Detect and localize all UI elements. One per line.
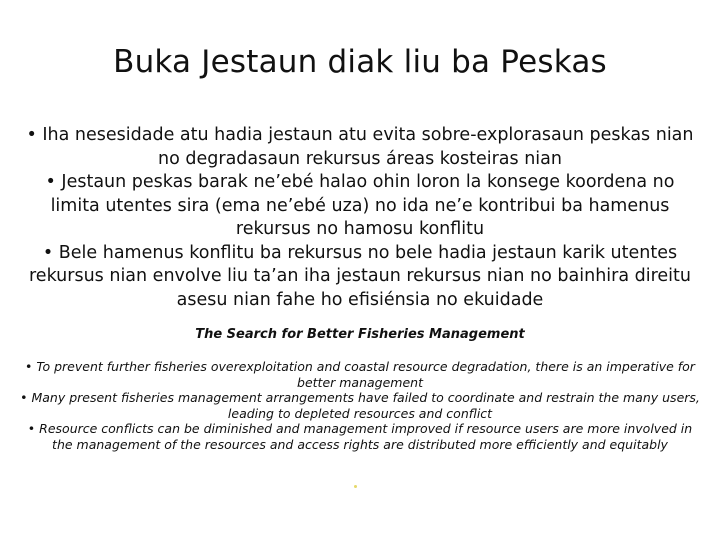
list-item-text: Bele hamenus konflitu ba rekursus no bele hadia jestaun karik utentes rekursus nian envolve liu ta’an iha jestaun rekursus nian no bainhira direitu asesu nian fahe ho efisiénsia no ekuidade xyxy=(29,242,691,310)
list-item-text: Many present fisheries management arrangements have failed to coordinate and restrain the many users, leading to depleted resources and conflict xyxy=(31,390,700,421)
list-item-text: Resource conflicts can be diminished and management improved if resource users are more involved in the management of the resources and access rights are distributed more efficiently and equitably xyxy=(39,421,693,452)
bullet-icon: • xyxy=(42,242,54,263)
english-title: The Search for Better Fisheries Management xyxy=(195,327,525,342)
list-item xyxy=(20,171,700,242)
slide-title: Buka Jestaun diak liu ba Peskas xyxy=(113,44,607,80)
decorative-dot xyxy=(354,485,357,488)
list-item xyxy=(18,390,702,421)
english-bullet-list xyxy=(18,359,702,452)
bullet-icon: • xyxy=(45,172,56,192)
list-item xyxy=(18,359,702,390)
list-item-text: Iha nesesidade atu hadia jestaun atu evita sobre-explorasaun peskas nian no degradasaun rekursus áreas kosteiras nian xyxy=(42,125,694,169)
bullet-icon: • xyxy=(20,390,28,405)
list-item xyxy=(18,421,702,452)
list-item-text: Jestaun peskas barak ne’ebé halao ohin loron la konsege koordena no limita utentes sira (ema ne’ebé uza) no ida ne’e kontribui ba hamenus rekursus no hamosu konflitu xyxy=(50,172,675,239)
list-item-text: To prevent further fisheries overexploitation and coastal resource degradation, there is an imperative for better management xyxy=(36,359,695,390)
list-item xyxy=(20,124,700,171)
tetum-bullet-list xyxy=(20,124,700,312)
list-item xyxy=(20,242,700,313)
bullet-icon: • xyxy=(26,125,37,145)
bullet-icon: • xyxy=(27,421,36,436)
bullet-icon: • xyxy=(25,359,33,374)
